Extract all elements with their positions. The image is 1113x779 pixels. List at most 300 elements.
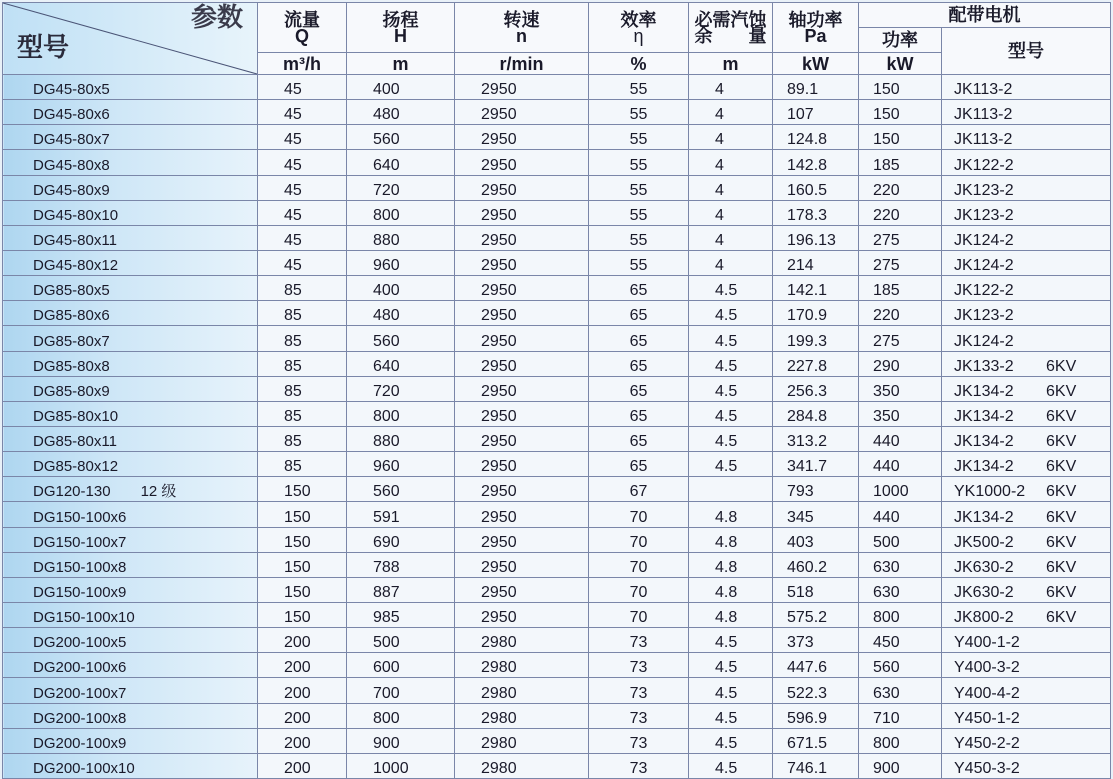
motor-model-cell	[942, 326, 1111, 351]
flow-cell: 45	[258, 250, 347, 275]
model-text: DG150-100x10	[33, 609, 135, 627]
head-cell: 788	[347, 552, 455, 577]
head-cell: 591	[347, 502, 455, 527]
table-row	[3, 175, 1111, 200]
head-cell: 400	[347, 75, 455, 100]
model-text: DG45-80x12	[33, 257, 119, 275]
motor-power-cell: 800	[859, 728, 942, 753]
head-cell: 880	[347, 225, 455, 250]
table-row	[3, 326, 1111, 351]
flow-cell: 85	[258, 376, 347, 401]
npsh-cell	[689, 477, 773, 502]
voltage-text: 6KV	[1046, 558, 1077, 576]
motor-power-cell: 500	[859, 527, 942, 552]
speed-cell: 2950	[455, 577, 589, 602]
efficiency-cell: 70	[589, 577, 689, 602]
efficiency-cell: 70	[589, 527, 689, 552]
efficiency-cell: 73	[589, 703, 689, 728]
shaft-power-unit: kW	[773, 53, 859, 75]
efficiency-cell: 65	[589, 426, 689, 451]
voltage-text: 6KV	[1046, 458, 1077, 476]
pump-spec-table	[2, 2, 1111, 779]
motor-model-cell	[942, 703, 1111, 728]
motor-model-cell	[942, 628, 1111, 653]
head-cell: 985	[347, 602, 455, 627]
head-cell: 887	[347, 577, 455, 602]
efficiency-cell: 65	[589, 351, 689, 376]
motor-model-cell	[942, 552, 1111, 577]
head-cell: 400	[347, 276, 455, 301]
model-cell	[3, 527, 258, 552]
motor-model-cell	[942, 150, 1111, 175]
motor-power-cell: 290	[859, 351, 942, 376]
flow-cell: 150	[258, 552, 347, 577]
table-row	[3, 150, 1111, 175]
motor-power-cell: 185	[859, 276, 942, 301]
head-cell: 480	[347, 100, 455, 125]
speed-cell: 2950	[455, 426, 589, 451]
speed-cell: 2980	[455, 728, 589, 753]
speed-cell: 2950	[455, 301, 589, 326]
shaft-power-cell: 142.1	[773, 276, 859, 301]
voltage-text: 6KV	[1046, 483, 1077, 501]
motor-model-text: JK500-2	[954, 533, 1014, 551]
npsh-cell: 4.5	[689, 728, 773, 753]
motor-model-cell	[942, 753, 1111, 778]
motor-model-text: Y450-1-2	[954, 709, 1020, 727]
motor-model-cell	[942, 653, 1111, 678]
motor-power-cell: 1000	[859, 477, 942, 502]
efficiency-cell: 73	[589, 678, 689, 703]
model-cell	[3, 577, 258, 602]
motor-model-text: JK124-2	[954, 332, 1014, 350]
model-text: DG85-80x12	[33, 458, 119, 476]
model-cell	[3, 678, 258, 703]
head-cell: 800	[347, 200, 455, 225]
efficiency-cell: 73	[589, 753, 689, 778]
voltage-text: 6KV	[1046, 583, 1077, 601]
npsh-cell: 4.8	[689, 527, 773, 552]
model-text: DG200-100x6	[33, 659, 127, 677]
motor-power-cell: 560	[859, 653, 942, 678]
shaft-power-cell: 256.3	[773, 376, 859, 401]
head-cell: 900	[347, 728, 455, 753]
efficiency-cell: 55	[589, 125, 689, 150]
table-row	[3, 250, 1111, 275]
model-text: DG200-100x8	[33, 709, 127, 727]
head-cell: 640	[347, 351, 455, 376]
shaft-power-header: 轴功率 Pa	[773, 3, 859, 53]
motor-model-cell	[942, 100, 1111, 125]
table-row	[3, 477, 1111, 502]
speed-cell: 2980	[455, 678, 589, 703]
model-text: DG85-80x11	[33, 433, 117, 451]
flow-cell: 45	[258, 100, 347, 125]
motor-power-cell: 220	[859, 301, 942, 326]
shaft-power-cell: 341.7	[773, 452, 859, 477]
model-cell	[3, 326, 258, 351]
model-text: DG85-80x8	[33, 357, 110, 375]
motor-model-text: JK133-2	[954, 357, 1014, 375]
motor-model-text: JK123-2	[954, 307, 1014, 325]
flow-cell: 200	[258, 628, 347, 653]
npsh-cell: 4.8	[689, 577, 773, 602]
motor-model-text: JK134-2	[954, 458, 1014, 476]
head-cell: 960	[347, 452, 455, 477]
flow-cell: 200	[258, 653, 347, 678]
shaft-power-cell: 403	[773, 527, 859, 552]
voltage-text: 6KV	[1046, 533, 1077, 551]
model-cell	[3, 200, 258, 225]
motor-power-cell: 450	[859, 628, 942, 653]
model-cell	[3, 401, 258, 426]
shaft-power-cell: 746.1	[773, 753, 859, 778]
flow-cell: 150	[258, 477, 347, 502]
efficiency-cell: 73	[589, 653, 689, 678]
efficiency-cell: 67	[589, 477, 689, 502]
motor-power-cell: 220	[859, 200, 942, 225]
table-row	[3, 703, 1111, 728]
head-cell: 560	[347, 125, 455, 150]
motor-model-text: JK134-2	[954, 382, 1014, 400]
efficiency-cell: 65	[589, 326, 689, 351]
model-cell	[3, 276, 258, 301]
head-cell: 560	[347, 326, 455, 351]
motor-power-cell: 440	[859, 452, 942, 477]
head-cell: 560	[347, 477, 455, 502]
speed-header: 转速 n	[455, 3, 589, 53]
flow-cell: 85	[258, 301, 347, 326]
model-text: DG200-100x9	[33, 734, 127, 752]
efficiency-cell: 65	[589, 301, 689, 326]
model-text: DG45-80x6	[33, 106, 110, 124]
motor-model-text: YK1000-2	[954, 483, 1026, 501]
npsh-cell: 4.5	[689, 703, 773, 728]
motor-model-cell	[942, 175, 1111, 200]
efficiency-unit: %	[589, 53, 689, 75]
speed-cell: 2980	[455, 628, 589, 653]
motor-model-text: Y450-2-2	[954, 734, 1020, 752]
motor-model-cell	[942, 477, 1111, 502]
shaft-power-cell: 373	[773, 628, 859, 653]
motor-power-cell: 630	[859, 577, 942, 602]
table-row	[3, 351, 1111, 376]
model-cell	[3, 552, 258, 577]
head-cell: 500	[347, 628, 455, 653]
efficiency-cell: 65	[589, 452, 689, 477]
shaft-power-cell: 107	[773, 100, 859, 125]
param-label: 参数	[190, 2, 243, 32]
model-text: DG150-100x7	[33, 533, 127, 551]
speed-cell: 2950	[455, 376, 589, 401]
motor-model-cell	[942, 351, 1111, 376]
shaft-power-cell: 214	[773, 250, 859, 275]
shaft-power-cell: 89.1	[773, 75, 859, 100]
motor-power-cell: 630	[859, 678, 942, 703]
table-row	[3, 653, 1111, 678]
model-text: DG85-80x5	[33, 282, 110, 300]
motor-model-text: Y400-1-2	[954, 634, 1020, 652]
head-cell: 640	[347, 150, 455, 175]
table-row	[3, 552, 1111, 577]
efficiency-cell: 65	[589, 401, 689, 426]
flow-cell: 200	[258, 753, 347, 778]
model-text: DG45-80x10	[33, 206, 119, 224]
model-label: 型号	[17, 32, 70, 62]
head-cell: 720	[347, 376, 455, 401]
flow-unit: m³/h	[258, 53, 347, 75]
speed-cell: 2980	[455, 703, 589, 728]
head-cell: 480	[347, 301, 455, 326]
efficiency-cell: 55	[589, 150, 689, 175]
motor-model-cell	[942, 452, 1111, 477]
flow-cell: 85	[258, 276, 347, 301]
model-cell	[3, 351, 258, 376]
npsh-cell: 4	[689, 225, 773, 250]
efficiency-cell: 55	[589, 175, 689, 200]
speed-cell: 2950	[455, 276, 589, 301]
model-cell	[3, 75, 258, 100]
table-row	[3, 753, 1111, 778]
efficiency-cell: 70	[589, 552, 689, 577]
shaft-power-cell: 793	[773, 477, 859, 502]
motor-model-cell	[942, 527, 1111, 552]
motor-power-cell: 710	[859, 703, 942, 728]
motor-model-text: JK630-2	[954, 558, 1014, 576]
voltage-text: 6KV	[1046, 508, 1077, 526]
efficiency-cell: 55	[589, 75, 689, 100]
head-cell: 720	[347, 175, 455, 200]
model-text: DG85-80x7	[33, 332, 110, 350]
efficiency-cell: 73	[589, 728, 689, 753]
flow-cell: 45	[258, 125, 347, 150]
model-text: DG85-80x10	[33, 407, 119, 425]
speed-cell: 2950	[455, 351, 589, 376]
model-cell	[3, 628, 258, 653]
motor-model-text: JK113-2	[954, 81, 1013, 99]
table-row	[3, 301, 1111, 326]
motor-model-cell	[942, 602, 1111, 627]
model-cell	[3, 125, 258, 150]
voltage-text: 6KV	[1046, 407, 1077, 425]
motor-power-cell: 900	[859, 753, 942, 778]
model-text: DG45-80x8	[33, 156, 110, 174]
motor-model-text: JK630-2	[954, 583, 1014, 601]
model-cell	[3, 225, 258, 250]
table-row	[3, 376, 1111, 401]
model-cell	[3, 376, 258, 401]
motor-power-cell: 150	[859, 100, 942, 125]
motor-power-cell: 350	[859, 376, 942, 401]
motor-model-cell	[942, 200, 1111, 225]
speed-cell: 2950	[455, 175, 589, 200]
npsh-header: 必需汽蚀 余 量	[689, 3, 773, 53]
efficiency-header: 效率 η	[589, 3, 689, 53]
motor-model-text: JK123-2	[954, 181, 1014, 199]
motor-model-cell	[942, 125, 1111, 150]
speed-cell: 2950	[455, 552, 589, 577]
npsh-unit: m	[689, 53, 773, 75]
efficiency-cell: 65	[589, 276, 689, 301]
model-text: DG45-80x5	[33, 81, 110, 99]
flow-cell: 45	[258, 75, 347, 100]
model-cell	[3, 477, 258, 502]
speed-cell: 2950	[455, 200, 589, 225]
table-header	[3, 3, 1111, 75]
model-text: DG200-100x10	[33, 759, 135, 777]
model-text: DG150-100x6	[33, 508, 127, 526]
flow-cell: 200	[258, 678, 347, 703]
motor-model-cell	[942, 250, 1111, 275]
table-row	[3, 577, 1111, 602]
npsh-cell: 4.5	[689, 678, 773, 703]
motor-model-cell	[942, 426, 1111, 451]
voltage-text: 6KV	[1046, 433, 1077, 451]
motor-model-text: JK134-2	[954, 433, 1014, 451]
table-row	[3, 276, 1111, 301]
model-cell	[3, 452, 258, 477]
efficiency-cell: 55	[589, 250, 689, 275]
motor-model-text: JK134-2	[954, 508, 1014, 526]
motor-model-cell	[942, 276, 1111, 301]
flow-cell: 45	[258, 225, 347, 250]
motor-power-cell: 150	[859, 125, 942, 150]
flow-cell: 85	[258, 326, 347, 351]
model-text: DG150-100x8	[33, 558, 127, 576]
table-row	[3, 426, 1111, 451]
model-text: DG85-80x6	[33, 307, 110, 325]
npsh-cell: 4.5	[689, 276, 773, 301]
motor-model-text: JK800-2	[954, 609, 1014, 627]
speed-cell: 2950	[455, 326, 589, 351]
speed-cell: 2980	[455, 753, 589, 778]
shaft-power-cell: 178.3	[773, 200, 859, 225]
efficiency-cell: 70	[589, 502, 689, 527]
model-cell	[3, 653, 258, 678]
motor-model-text: JK122-2	[954, 282, 1014, 300]
head-cell: 880	[347, 426, 455, 451]
npsh-cell: 4.8	[689, 602, 773, 627]
model-text: DG150-100x9	[33, 583, 127, 601]
motor-model-cell	[942, 376, 1111, 401]
shaft-power-cell: 170.9	[773, 301, 859, 326]
flow-cell: 45	[258, 200, 347, 225]
flow-cell: 150	[258, 527, 347, 552]
table-row	[3, 125, 1111, 150]
speed-cell: 2950	[455, 602, 589, 627]
flow-cell: 200	[258, 728, 347, 753]
motor-model-cell	[942, 728, 1111, 753]
model-cell	[3, 100, 258, 125]
npsh-cell: 4.5	[689, 376, 773, 401]
model-cell	[3, 502, 258, 527]
motor-model-cell	[942, 678, 1111, 703]
speed-cell: 2950	[455, 401, 589, 426]
shaft-power-cell: 142.8	[773, 150, 859, 175]
head-cell: 800	[347, 703, 455, 728]
motor-power-cell: 275	[859, 225, 942, 250]
speed-cell: 2950	[455, 225, 589, 250]
npsh-cell: 4	[689, 150, 773, 175]
efficiency-cell: 65	[589, 376, 689, 401]
shaft-power-cell: 460.2	[773, 552, 859, 577]
efficiency-cell: 55	[589, 200, 689, 225]
model-text: DG200-100x5	[33, 634, 127, 652]
npsh-cell: 4.5	[689, 753, 773, 778]
motor-power-cell: 275	[859, 326, 942, 351]
flow-cell: 45	[258, 175, 347, 200]
npsh-cell: 4	[689, 75, 773, 100]
voltage-text: 6KV	[1046, 357, 1077, 375]
motor-model-text: JK124-2	[954, 231, 1014, 249]
head-cell: 1000	[347, 753, 455, 778]
motor-model-header: 型号	[942, 28, 1111, 75]
model-text: DG45-80x9	[33, 181, 110, 199]
motor-model-text: Y400-3-2	[954, 659, 1020, 677]
table-row	[3, 527, 1111, 552]
npsh-cell: 4	[689, 125, 773, 150]
motor-model-text: JK123-2	[954, 206, 1014, 224]
npsh-cell: 4	[689, 250, 773, 275]
shaft-power-cell: 518	[773, 577, 859, 602]
shaft-power-cell: 160.5	[773, 175, 859, 200]
table-row	[3, 401, 1111, 426]
npsh-cell: 4.5	[689, 351, 773, 376]
table-row	[3, 728, 1111, 753]
motor-power-cell: 350	[859, 401, 942, 426]
head-cell: 600	[347, 653, 455, 678]
table-row	[3, 602, 1111, 627]
shaft-power-cell: 227.8	[773, 351, 859, 376]
flow-cell: 45	[258, 150, 347, 175]
speed-cell: 2950	[455, 527, 589, 552]
motor-model-text: JK113-2	[954, 131, 1013, 149]
head-cell: 800	[347, 401, 455, 426]
motor-model-text: JK134-2	[954, 407, 1014, 425]
motor-power-cell: 440	[859, 502, 942, 527]
motor-model-text: JK122-2	[954, 156, 1014, 174]
table-row	[3, 502, 1111, 527]
motor-power-cell: 150	[859, 75, 942, 100]
shaft-power-cell: 575.2	[773, 602, 859, 627]
motor-power-cell: 220	[859, 175, 942, 200]
model-text: DG200-100x7	[33, 684, 127, 702]
motor-model-cell	[942, 502, 1111, 527]
model-cell	[3, 175, 258, 200]
npsh-cell: 4	[689, 200, 773, 225]
flow-cell: 150	[258, 577, 347, 602]
npsh-cell: 4.5	[689, 628, 773, 653]
table-row	[3, 100, 1111, 125]
model-text: DG45-80x11	[33, 231, 117, 249]
flow-cell: 85	[258, 351, 347, 376]
motor-power-header: 功率	[859, 28, 942, 53]
motor-model-cell	[942, 225, 1111, 250]
head-unit: m	[347, 53, 455, 75]
motor-header: 配带电机	[859, 3, 1111, 28]
motor-power-cell: 800	[859, 602, 942, 627]
shaft-power-cell: 671.5	[773, 728, 859, 753]
voltage-text: 6KV	[1046, 382, 1077, 400]
header-corner	[3, 3, 258, 75]
shaft-power-cell: 522.3	[773, 678, 859, 703]
speed-cell: 2950	[455, 502, 589, 527]
npsh-cell: 4.5	[689, 653, 773, 678]
motor-model-cell	[942, 401, 1111, 426]
table-row	[3, 452, 1111, 477]
shaft-power-cell: 196.13	[773, 225, 859, 250]
speed-cell: 2950	[455, 100, 589, 125]
